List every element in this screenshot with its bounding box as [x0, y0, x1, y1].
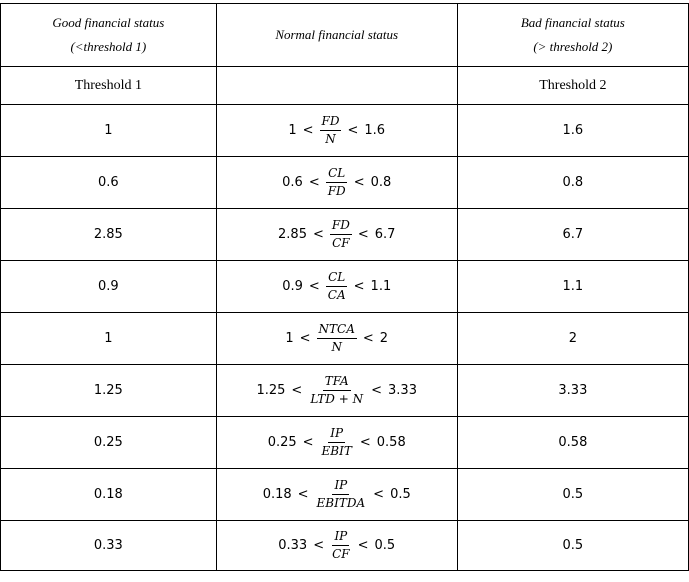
lower-bound: 0.25: [267, 435, 297, 450]
ratio-numerator: TFA: [323, 374, 351, 391]
bad-threshold-cell: 0.5: [457, 469, 688, 521]
inequality: [256, 374, 417, 407]
less-than-sign: <: [313, 538, 325, 553]
less-than-sign: <: [353, 279, 365, 294]
ratio-fraction: [308, 374, 365, 407]
ratio-fraction: [317, 322, 357, 355]
good-threshold-cell: 2.85: [1, 209, 217, 261]
normal-range-cell: [216, 261, 457, 313]
normal-range-cell: [216, 209, 457, 261]
table-row: [1, 209, 689, 261]
table-row: [1, 157, 689, 209]
header-normal-title: Normal financial status: [275, 27, 399, 42]
ratio-denominator: N: [325, 132, 336, 146]
bad-threshold-cell: 2: [457, 313, 688, 365]
header-good-threshold: (<threshold 1): [70, 39, 147, 54]
threshold-1-label: Threshold 1: [1, 67, 217, 105]
normal-range-cell: [216, 157, 457, 209]
good-threshold-cell: 1: [1, 105, 217, 157]
less-than-sign: <: [297, 487, 309, 502]
upper-bound: 0.8: [370, 175, 392, 190]
header-bad: [457, 4, 688, 67]
less-than-sign: <: [302, 435, 314, 450]
good-threshold-cell: 0.6: [1, 157, 217, 209]
lower-bound: 2.85: [278, 227, 307, 242]
ratio-fraction: [315, 478, 368, 511]
lower-bound: 0.18: [262, 487, 292, 502]
inequality: [282, 270, 391, 303]
ratio-numerator: CL: [326, 166, 347, 183]
upper-bound: 0.5: [390, 487, 411, 502]
table-row: [1, 417, 689, 469]
table-row: [1, 365, 689, 417]
good-threshold-cell: 0.25: [1, 417, 217, 469]
less-than-sign: <: [302, 123, 314, 138]
ratio-fraction: [326, 270, 348, 303]
normal-range-cell: [216, 365, 457, 417]
header-normal: [216, 4, 457, 67]
less-than-sign: <: [353, 175, 365, 190]
ratio-numerator: CL: [326, 270, 347, 287]
less-than-sign: <: [308, 279, 320, 294]
header-good: [1, 4, 217, 67]
good-threshold-cell: 1.25: [1, 365, 217, 417]
ratio-numerator: IP: [332, 529, 349, 546]
table-row: [1, 105, 689, 157]
inequality: [288, 114, 385, 147]
header-bad-threshold: (> threshold 2): [533, 39, 613, 54]
ratio-fraction: [320, 426, 354, 459]
threshold-2-label: Threshold 2: [457, 67, 688, 105]
ratio-numerator: NTCA: [317, 322, 357, 339]
lower-bound: 1: [285, 331, 294, 346]
ratio-fraction: [330, 218, 352, 251]
upper-bound: 1.6: [364, 123, 386, 138]
ratio-denominator: LTD + N: [310, 392, 364, 406]
normal-range-cell: [216, 417, 457, 469]
header-good-title: Good financial status: [52, 15, 165, 30]
bad-threshold-cell: 1.6: [457, 105, 688, 157]
normal-range-cell: [216, 521, 457, 571]
upper-bound: 6.7: [374, 227, 396, 242]
less-than-sign: <: [362, 331, 374, 346]
inequality: [263, 478, 411, 511]
less-than-sign: <: [359, 435, 371, 450]
lower-bound: 0.33: [278, 538, 308, 553]
bad-threshold-cell: 3.33: [457, 365, 688, 417]
lower-bound: 0.9: [282, 279, 303, 294]
ratio-denominator: N: [331, 340, 342, 354]
upper-bound: 0.58: [376, 435, 406, 450]
less-than-sign: <: [299, 331, 311, 346]
less-than-sign: <: [312, 227, 324, 242]
financial-status-table: [0, 3, 689, 571]
ratio-denominator: CA: [327, 288, 346, 302]
inequality: [278, 529, 395, 562]
lower-bound: 1: [288, 123, 297, 138]
ratio-fraction: [320, 114, 342, 147]
bad-threshold-cell: 0.8: [457, 157, 688, 209]
ratio-denominator: CF: [332, 236, 350, 250]
threshold-empty-cell: [216, 67, 457, 105]
ratio-denominator: EBITDA: [316, 496, 366, 510]
upper-bound: 0.5: [374, 538, 396, 553]
table-row: [1, 521, 689, 571]
header-bad-title: Bad financial status: [520, 15, 625, 30]
upper-bound: 1.1: [370, 279, 392, 294]
less-than-sign: <: [373, 487, 385, 502]
less-than-sign: <: [347, 123, 359, 138]
good-threshold-cell: 0.9: [1, 261, 217, 313]
bad-threshold-cell: 0.5: [457, 521, 688, 571]
upper-bound: 2: [379, 331, 389, 346]
lower-bound: 0.6: [282, 175, 303, 190]
normal-range-cell: [216, 313, 457, 365]
normal-range-cell: [216, 105, 457, 157]
ratio-numerator: FD: [330, 218, 352, 235]
upper-bound: 3.33: [388, 383, 417, 398]
less-than-sign: <: [357, 538, 369, 553]
table-row: [1, 469, 689, 521]
ratio-numerator: FD: [320, 114, 342, 131]
ratio-fraction: [326, 166, 348, 199]
header-row: [1, 4, 689, 67]
ratio-denominator: FD: [327, 184, 346, 198]
bad-threshold-cell: 0.58: [457, 417, 688, 469]
good-threshold-cell: 1: [1, 313, 217, 365]
lower-bound: 1.25: [256, 383, 286, 398]
bad-threshold-cell: 6.7: [457, 209, 688, 261]
less-than-sign: <: [357, 227, 369, 242]
good-threshold-cell: 0.33: [1, 521, 217, 571]
ratio-denominator: EBIT: [321, 444, 352, 458]
good-threshold-cell: 0.18: [1, 469, 217, 521]
less-than-sign: <: [291, 383, 303, 398]
ratio-numerator: IP: [328, 426, 345, 443]
threshold-label-row: [1, 67, 689, 105]
inequality: [278, 218, 395, 251]
inequality: [285, 322, 388, 355]
less-than-sign: <: [371, 383, 383, 398]
less-than-sign: <: [308, 175, 320, 190]
ratio-fraction: [330, 529, 352, 562]
ratio-denominator: CF: [332, 547, 350, 561]
bad-threshold-cell: 1.1: [457, 261, 688, 313]
normal-range-cell: [216, 469, 457, 521]
table-row: [1, 261, 689, 313]
ratio-numerator: IP: [332, 478, 349, 495]
inequality: [282, 166, 391, 199]
inequality: [268, 426, 406, 459]
table-row: [1, 313, 689, 365]
